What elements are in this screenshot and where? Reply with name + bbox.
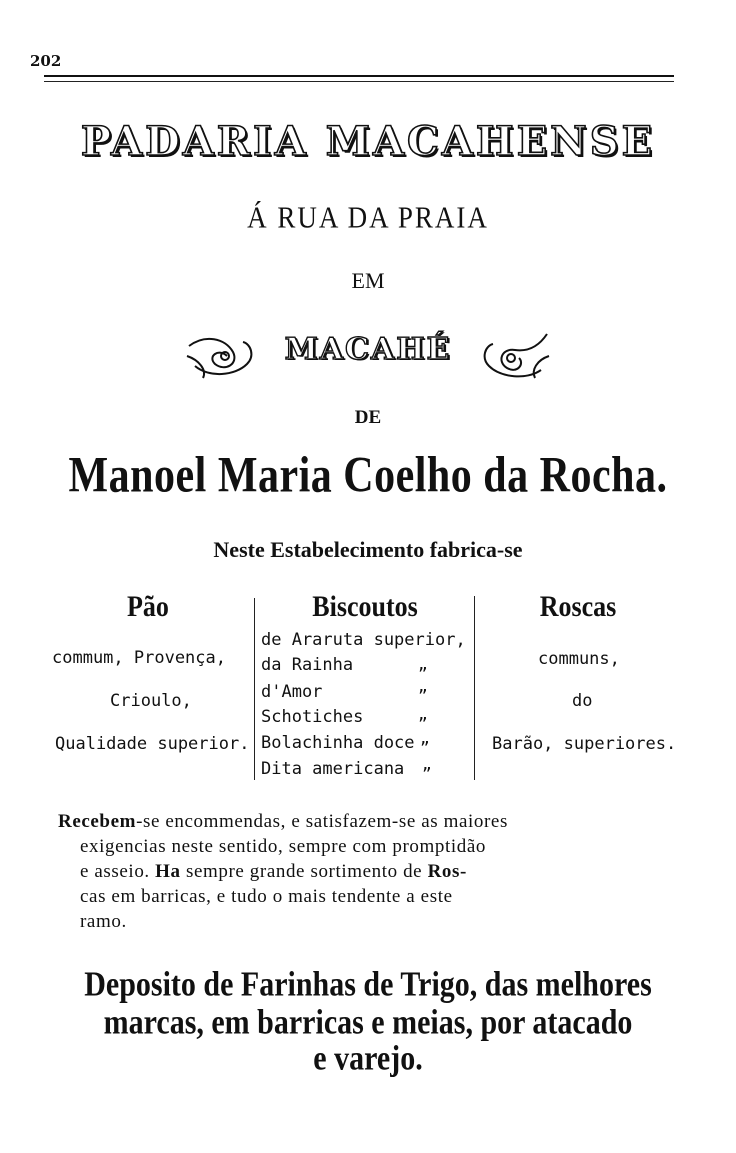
ditto-mark: ” xyxy=(418,664,428,683)
paragraph-line: cas em barricas, e tudo o mais tendente a este xyxy=(80,886,453,907)
biscoutos-heading: Biscoutos xyxy=(312,589,418,624)
paragraph-line: exigencias neste sentido, sempre com promptidão xyxy=(80,836,486,857)
pao-heading: Pão xyxy=(127,589,169,624)
column-roscas xyxy=(478,589,678,624)
roscas-heading: Roscas xyxy=(539,589,617,624)
town-ornament xyxy=(185,326,551,382)
roscas-line-2: do xyxy=(572,691,593,711)
paragraph-text: e asseio. xyxy=(80,861,150,882)
de-line: DE xyxy=(354,407,382,428)
paragraph-line xyxy=(58,810,508,835)
em-line: EM xyxy=(351,268,385,293)
header-rule-top xyxy=(44,75,674,77)
deposit-line-2: marcas, em barricas e meias, por atacado xyxy=(103,1003,633,1042)
paragraph-text: -se encommendas, e satisfazem-se as maiores xyxy=(136,811,508,832)
paragraph-line xyxy=(80,860,467,885)
roscas-line-1: communs, xyxy=(538,649,620,669)
deposit-line-1: Deposito de Farinhas de Trigo, das melhores xyxy=(84,965,652,1004)
column-biscoutos xyxy=(258,589,472,624)
header-rule-bottom xyxy=(44,81,674,82)
column-divider-right xyxy=(474,596,475,780)
biscoutos-line-4: Schotiches xyxy=(261,707,364,727)
biscoutos-line-2: da Rainha xyxy=(261,655,354,675)
town-name: MACAHÉ xyxy=(284,332,452,367)
paragraph-bold-word: Ros- xyxy=(427,861,467,882)
deposit-line-3: e varejo. xyxy=(313,1039,423,1078)
ditto-mark: ” xyxy=(422,764,432,783)
paragraph-bold-word: Recebem xyxy=(58,811,137,832)
biscoutos-line-3: d'Amor xyxy=(261,682,323,702)
paragraph-text: sempre grande sortimento de xyxy=(185,861,423,882)
roscas-line-3: Barão, superiores. xyxy=(492,734,677,754)
owner-name: Manoel Maria Coelho da Rocha. xyxy=(68,448,668,504)
pao-line-2: Crioulo, xyxy=(110,691,192,711)
biscoutos-line-1: de Araruta superior, xyxy=(261,630,466,650)
paragraph-line: ramo. xyxy=(80,911,127,932)
pao-line-1: commum, Provença, xyxy=(52,648,226,668)
orders-paragraph xyxy=(58,810,688,940)
column-pao xyxy=(48,589,248,624)
column-divider-left xyxy=(254,598,255,780)
paragraph-bold-word: Ha xyxy=(155,861,181,882)
factory-line: Neste Estabelecimento fabrica-se xyxy=(213,537,523,562)
biscoutos-line-6: Dita americana xyxy=(261,759,405,779)
biscoutos-line-5: Bolachinha doce xyxy=(261,733,415,753)
ditto-mark: ” xyxy=(418,714,428,733)
street-line: Á RUA DA PRAIA xyxy=(247,199,489,235)
ditto-mark: ” xyxy=(420,738,430,757)
ditto-mark: ” xyxy=(418,686,428,705)
bakery-title: PADARIA MACAHENSE xyxy=(80,118,656,165)
page-number: 202 xyxy=(30,52,62,70)
pao-line-3: Qualidade superior. xyxy=(55,734,250,754)
